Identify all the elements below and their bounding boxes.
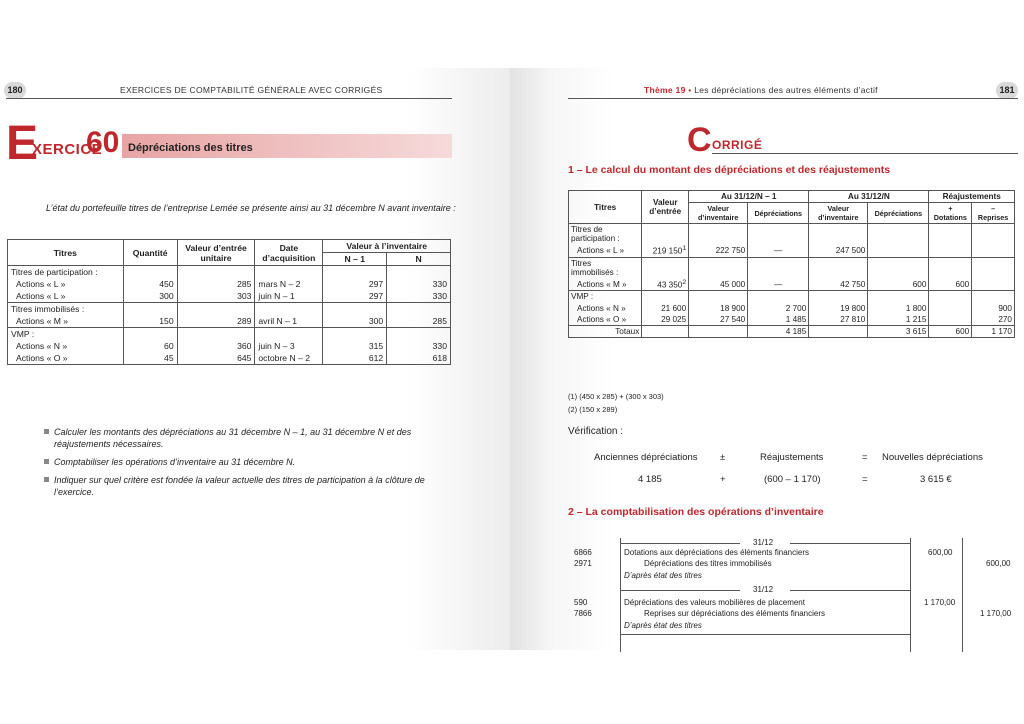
exercise-word: XERCICE: [32, 141, 103, 158]
cell-ve-value: 219 150: [652, 246, 683, 256]
entry-note: D’après état des titres: [624, 621, 702, 630]
table-row: [8, 352, 451, 365]
th-titres: Titres: [8, 240, 124, 266]
th-depreciations: Dépréciations: [868, 203, 929, 224]
portfolio-table: [7, 239, 451, 365]
question-item: Calculer les montants des dépréciations au 31 décembre N – 1, au 31 décembre N et des réajustements nécessaires.: [42, 426, 458, 450]
th-n1: N – 1: [323, 253, 387, 266]
cell-vi2: 19 800: [809, 302, 868, 314]
header-rule: [6, 98, 452, 99]
verif-head-eq: =: [862, 452, 868, 463]
credit-account: 2971: [574, 559, 592, 568]
table-row: [8, 340, 451, 352]
total-dot: 600: [929, 325, 972, 337]
cell-qte: 450: [123, 278, 177, 290]
question-item: Indiquer sur quel critère est fondée la valeur actuelle des titres de participation à la clôture de l’exercice.: [42, 474, 458, 498]
corrige-word: ORRIGÉ: [712, 138, 763, 152]
footnote-1: (1) (450 x 285) + (300 x 303): [568, 392, 664, 401]
journal-rule: [620, 543, 740, 544]
th-valeur-inventaire: Valeur d’inventaire: [809, 203, 868, 224]
section-2-title: 2 – La comptabilisation des opérations d’inventaire: [568, 506, 824, 518]
th-quantite: Quantité: [123, 240, 177, 266]
group-label: [569, 224, 642, 245]
total-d1: 4 185: [748, 325, 809, 337]
th-dotations-sign: +: [948, 204, 953, 213]
th-reajustements: Réajustements: [929, 191, 1015, 203]
cell-qte: 60: [123, 340, 177, 352]
cell-vi2: 27 810: [809, 314, 868, 326]
verif-head-b: Réajustements: [760, 452, 824, 463]
cell-rep: [972, 278, 1015, 291]
debit-amount: 600,00: [928, 548, 953, 557]
credit-amount: 600,00: [986, 559, 1011, 568]
debit-label: Dépréciations des valeurs mobilières de placement: [624, 598, 805, 607]
cell-d1: 2 700: [748, 302, 809, 314]
verif-head-a: Anciennes dépréciations: [594, 452, 698, 463]
corrige-rule: [712, 153, 1018, 154]
debit-account: 6866: [574, 548, 592, 557]
verif-val-op: +: [720, 474, 726, 485]
cell-ve-value: 43 350: [657, 280, 683, 290]
cell-vi1: 45 000: [689, 278, 748, 291]
total-d2: 3 615: [868, 325, 929, 337]
cell-n1: 300: [323, 315, 387, 328]
cell-date: avril N – 1: [255, 315, 323, 328]
right-page-number: 181: [996, 82, 1018, 99]
cell-titre: Actions « L »: [8, 278, 124, 290]
cell-vi2: 42 750: [809, 278, 868, 291]
journal-rule: [790, 590, 910, 591]
th-reprises-sign: –: [991, 204, 996, 213]
th-titres: Titres: [569, 191, 642, 224]
group-label-line: participation :: [571, 234, 620, 243]
verif-val-eq: =: [862, 474, 868, 485]
cell-dot: 600: [929, 278, 972, 291]
table-row: [569, 244, 1015, 257]
debit-amount: 1 170,00: [924, 598, 956, 607]
cell-qte: 45: [123, 352, 177, 365]
left-running-head: EXERCICES DE COMPTABILITÉ GÉNÉRALE AVEC CORRIGÉS: [120, 85, 383, 95]
book-spread: [0, 68, 1024, 650]
verification-label: Vérification :: [568, 426, 624, 437]
entry-note: D’après état des titres: [624, 571, 702, 580]
cell-n: 330: [387, 278, 451, 290]
journal-rule: [620, 634, 910, 635]
group-label: VMP :: [569, 291, 642, 303]
cell-n: 330: [387, 290, 451, 303]
cell-titre: Actions « M »: [8, 315, 124, 328]
table-row: [569, 278, 1015, 291]
cell-d1: —: [748, 278, 809, 291]
cell-titre: Actions « M »: [569, 278, 642, 291]
verif-val-b: (600 – 1 170): [764, 474, 821, 485]
th-au-n: Au 31/12/N: [809, 191, 929, 203]
cell-titre: Actions « L »: [569, 244, 642, 257]
cell-date: octobre N – 2: [255, 352, 323, 365]
cell-val: 360: [177, 340, 255, 352]
theme-bullet: •: [688, 85, 692, 95]
cell-n1: 612: [323, 352, 387, 365]
credit-label: Dépréciations des titres immobilisés: [644, 559, 772, 568]
cell-date: juin N – 1: [255, 290, 323, 303]
credit-account: 7866: [574, 609, 592, 618]
cell-d1: —: [748, 244, 809, 257]
verif-head-c: Nouvelles dépréciations: [882, 452, 983, 463]
th-dotations-label: Dotations: [933, 213, 967, 222]
th-reprises-label: Reprises: [977, 213, 1009, 222]
cell-dot: [929, 244, 972, 257]
credit-label: Reprises sur dépréciations des éléments financiers: [644, 609, 825, 618]
th-date: Date d’acquisition: [255, 240, 323, 266]
footnote-ref: 1: [682, 245, 687, 252]
cell-val: 285: [177, 278, 255, 290]
th-valeur-entree: Valeur d’entrée: [642, 191, 689, 224]
verif-val-c: 3 615 €: [920, 474, 952, 485]
journal-rule: [620, 590, 740, 591]
cell-d2: 600: [868, 278, 929, 291]
exercise-title: Dépréciations des titres: [128, 142, 253, 154]
corrige-initial: C: [687, 121, 712, 159]
group-label: [569, 257, 642, 278]
th-dotations: [929, 203, 972, 224]
totals-row: [569, 325, 1015, 337]
cell-valeur-entree: [642, 244, 689, 257]
th-depreciations: Dépréciations: [748, 203, 809, 224]
cell-dot: [929, 302, 972, 314]
cell-titre: Actions « O »: [569, 314, 642, 326]
exercise-initial: E: [6, 117, 39, 170]
cell-n1: 297: [323, 278, 387, 290]
cell-vi2: 247 500: [809, 244, 868, 257]
footnote-2: (2) (150 x 289): [568, 405, 618, 414]
theme-label: Thème 19: [644, 85, 686, 95]
cell-d2: 1 215: [868, 314, 929, 326]
table-row: [569, 314, 1015, 326]
group-label: Titres immobilisés :: [8, 303, 124, 316]
th-valeur-inventaire: Valeur à l’inventaire: [323, 240, 451, 253]
cell-titre: Actions « N »: [569, 302, 642, 314]
cell-val: 645: [177, 352, 255, 365]
cell-n: 618: [387, 352, 451, 365]
cell-d2: [868, 244, 929, 257]
footnote-ref: 2: [682, 278, 687, 286]
cell-titre: Actions « L »: [8, 290, 124, 303]
cell-n1: 315: [323, 340, 387, 352]
verif-val-a: 4 185: [638, 474, 662, 485]
journal-rule: [910, 538, 911, 652]
cell-date: mars N – 2: [255, 278, 323, 290]
th-valeur-entree: Valeur d’entrée unitaire: [177, 240, 255, 266]
question-item: Comptabiliser les opérations d’inventaire au 31 décembre N.: [42, 456, 458, 468]
cell-vi1: 27 540: [689, 314, 748, 326]
cell-vi1: 222 750: [689, 244, 748, 257]
cell-n1: 297: [323, 290, 387, 303]
credit-amount: 1 170,00: [980, 609, 1012, 618]
debit-account: 590: [574, 598, 588, 607]
cell-date: juin N – 3: [255, 340, 323, 352]
cell-valeur-entree: 21 600: [642, 302, 689, 314]
cell-qte: 300: [123, 290, 177, 303]
journal-rule: [962, 538, 963, 652]
cell-val: 289: [177, 315, 255, 328]
entry-date: 31/12: [753, 538, 774, 547]
table-row: [569, 302, 1015, 314]
th-au-n1: Au 31/12/N – 1: [689, 191, 809, 203]
cell-rep: 900: [972, 302, 1015, 314]
exercise-number: 60: [86, 126, 120, 159]
verif-head-op: ±: [720, 452, 726, 463]
right-running-head: [644, 85, 878, 95]
table-row: [8, 315, 451, 328]
cell-titre: Actions « N »: [8, 340, 124, 352]
total-rep: 1 170: [972, 325, 1015, 337]
table-row: [8, 290, 451, 303]
group-label-line: immobilisés :: [571, 267, 619, 277]
depreciation-table: [568, 190, 1015, 338]
left-page-number: 180: [4, 82, 26, 99]
cell-vi1: 18 900: [689, 302, 748, 314]
header-rule: [568, 98, 1018, 99]
question-list: [42, 426, 458, 504]
cell-qte: 150: [123, 315, 177, 328]
cell-n: 330: [387, 340, 451, 352]
cell-d2: 1 800: [868, 302, 929, 314]
cell-valeur-entree: [642, 278, 689, 291]
group-label-line: Titres de: [571, 225, 603, 234]
cell-valeur-entree: 29 025: [642, 314, 689, 326]
cell-rep: [972, 244, 1015, 257]
left-page: [0, 68, 510, 650]
th-valeur-inventaire: Valeur d’inventaire: [689, 203, 748, 224]
group-label: VMP :: [8, 328, 124, 341]
entry-date: 31/12: [753, 585, 774, 594]
cell-n: 285: [387, 315, 451, 328]
table-row: [8, 278, 451, 290]
group-label-line: Titres: [571, 258, 592, 268]
th-reprises: [972, 203, 1015, 224]
cell-titre: Actions « O »: [8, 352, 124, 365]
cell-val: 303: [177, 290, 255, 303]
cell-d1: 1 485: [748, 314, 809, 326]
theme-title: Les dépréciations des autres éléments d’actif: [694, 85, 878, 95]
cell-rep: 270: [972, 314, 1015, 326]
debit-label: Dotations aux dépréciations des éléments financiers: [624, 548, 809, 557]
totals-label: Totaux: [569, 325, 642, 337]
section-1-title: 1 – Le calcul du montant des dépréciations et des réajustements: [568, 164, 891, 176]
cell-dot: [929, 314, 972, 326]
group-label: Titres de participation :: [8, 266, 124, 279]
journal-rule: [790, 543, 910, 544]
exercise-intro: L’état du portefeuille titres de l’entreprise Lemée se présente ainsi au 31 décembre N avant inventaire :: [46, 203, 456, 213]
th-n: N: [387, 253, 451, 266]
right-page: [510, 68, 1024, 650]
footnotes: [568, 390, 664, 416]
